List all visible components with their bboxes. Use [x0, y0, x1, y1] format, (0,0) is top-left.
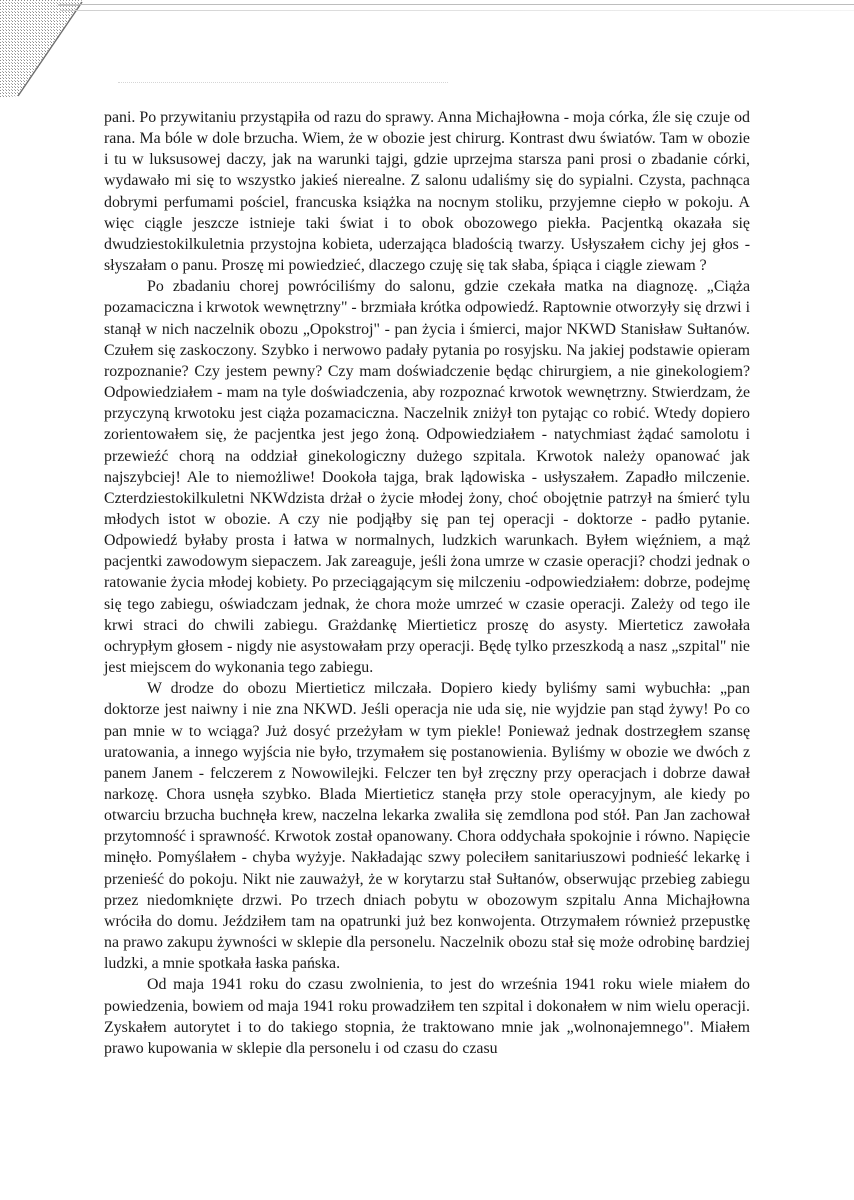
paragraph-1: pani. Po przywitaniu przystąpiła od razu do sprawy. Anna Michajłowna - moja córka, źle się czuje od rana. Ma bóle w dole brzucha. Wiem, że w obozie jest chirurg. Kontrast dwu światów. Tam w obozie i tu w luksusowej daczy, jak na warunki tajgi, gdzie uprzejma starsza pani prosi o zbadanie córki, wydawało mi się to wszystko jakieś nierealne. Z salonu udaliśmy się do sypialni. Czysta, pachnąca dobrymi perfumami pościel, francuska książka na nocnym stoliku, przyjemne ciepło w pokoju. A więc ciągle jeszcze istnieje taki świat i to obok obozowego piekła. Pacjentką okazała się dwudziestokilkuletnia przystojna kobieta, uderzająca bladością twarzy. Usłyszałem cichy jej głos -słyszałam o panu. Proszę mi powiedzieć, dlaczego czuję się tak słaba, śpiąca i ciągle ziewam ?: [104, 109, 750, 275]
paragraph-2: Po zbadaniu chorej powróciliśmy do salonu, gdzie czekała matka na diagnozę. „Ciąża pozamaciczna i krwotok wewnętrzny" - brzmiała krótka odpowiedź. Raptownie otworzyły się drzwi i stanął w nich naczelnik obozu „Opokstroj" - pan życia i śmierci, major NKWD Stanisław Sułtanów. Czułem się zaskoczony. Szybko i nerwowo padały pytania po rosyjsku. Na jakiej podstawie opieram rozpoznanie? Czy jestem pewny? Czy mam doświadczenie będąc chirurgiem, a nie ginekologiem? Odpowiedziałem - mam na tyle doświadczenia, aby rozpoznać krwotok wewnętrzny. Stwierdzam, że przyczyną krwotoku jest ciąża pozamaciczna. Naczelnik zniżył ton pytając co robić. Wtedy dopiero zorientowałem się, że pacjentka jest jego żoną. Odpowiedziałem - natychmiast żądać samolotu i przewieźć chorą na oddział ginekologiczny dużego szpitala. Krwotok należy opanować jak najszybciej! Ale to niemożliwe! Dookoła tajga, brak lądowiska - usłyszałem. Zapadło milczenie. Czterdziestokilkuletni NKWdzista drżał o życie młodej żony, choć obojętnie patrzył na śmierć tylu młodych istot w obozie. A czy nie podjąłby się pan tej operacji - doktorze - padło pytanie. Odpowiedź byłaby prosta i łatwa w normalnych, ludzkich warunkach. Byłem więźniem, a mąż pacjentki zawodowym siepaczem. Jak zareaguje, jeśli żona umrze w czasie operacji? chodzi jednak o ratowanie życia młodej kobiety. Po przeciągającym się milczeniu -odpowiedziałem: dobrze, podejmę się tego zabiegu, oświadczam jednak, że chora może umrzeć w czasie operacji. Zależy od tego ile krwi straci do chwili zabiegu. Grażdankę Miertieticz proszę do asysty. Mierteticz zawołała ochrypłym głosem - nigdy nie asystowałam przy operacji. Będę tylko przeszkodą a nasz „szpital" nie jest miejscem do wykonania tego zabiegu.: [104, 278, 750, 677]
scan-top-edge: [80, 4, 854, 5]
scan-top-edge-shadow: [60, 10, 854, 11]
scan-artifact-dots: [118, 82, 448, 84]
scan-folded-corner: [0, 0, 110, 110]
paragraph-3: W drodze do obozu Miertieticz milczała. Dopiero kiedy byliśmy sami wybuchła: „pan doktorze jest naiwny i nie zna NKWD. Jeśli operacja nie uda się, nie wyjdzie pan stąd żywy! Po co pan mnie w to wciąga? Już dosyć przeżyłam w tym piekle! Ponieważ jednak dostrzegłem szansę uratowania, a innego wyjścia nie było, trzymałem się postanowienia. Byliśmy w obozie we dwóch z panem Janem - felczerem z Nowowilejki. Felczer ten był zręczny przy operacjach i dobrze dawał narkozę. Chora usnęła szybko. Blada Miertieticz stanęła przy stole operacyjnym, ale kiedy po otwarciu brzucha buchnęła krew, naczelna lekarka zwaliła się zemdlona pod stół. Pan Jan zachował przytomność i sprawność. Krwotok został opanowany. Chora oddychała spokojnie i równo. Napięcie minęło. Pomyślałem - chyba wyżyje. Nakładając szwy poleciłem sanitariuszowi podnieść lekarkę i przenieść do pokoju. Nikt nie zauważył, że w korytarzu stał Sułtanów, obserwując przebieg zabiegu przez niedomknięte drzwi. Po trzech dniach pobytu w obozowym szpitalu Anna Michajłowna wróciła do domu. Jeździłem tam na opatrunki już bez konwojenta. Otrzymałem również przepustkę na prawo zakupu żywności w sklepie dla personelu. Naczelnik obozu stał się może odrobinę bardziej ludzki, a mnie spotkała łaska pańska.: [104, 680, 750, 973]
body-text: [104, 107, 750, 1059]
paragraph-4: Od maja 1941 roku do czasu zwolnienia, to jest do września 1941 roku wiele miałem do powiedzenia, bowiem od maja 1941 roku prowadziłem ten szpital i dokonałem w nim wielu operacji. Zyskałem autorytet i to do takiego stopnia, że traktowano mnie jak „wolnonajemnego". Miałem prawo kupowania w sklepie dla personelu i od czasu do czasu: [104, 976, 750, 1057]
